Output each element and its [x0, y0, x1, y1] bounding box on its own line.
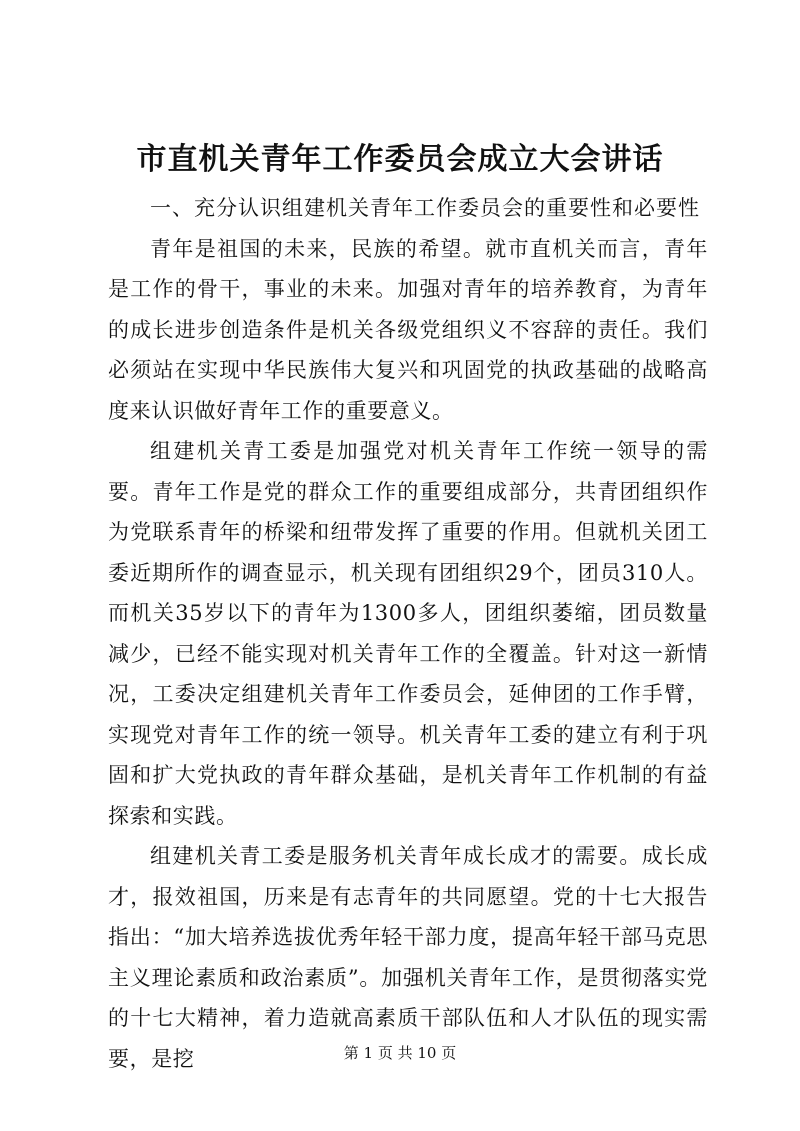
paragraph-3: 组建机关青工委是服务机关青年成长成才的需要。成长成才，报效祖国，历来是有志青年的共同愿望。党的十七大报告指出：“加大培养选拔优秀年轻干部力度，提高年轻干部马克思主义理论素质和政治素质”。加强机关青年工作，是贯彻落实党的十七大精神，着力造就高素质干部队伍和人才队伍的现实需要，是挖 [108, 844, 708, 1071]
page-number-footer: 第 1 页 共 10 页 [343, 1044, 457, 1062]
section-heading: 一、充分认识组建机关青年工作委员会的重要性和必要性 [150, 196, 700, 220]
paragraph-1: 青年是祖国的未来，民族的希望。就市直机关而言，青年是工作的骨干，事业的未来。加强对青年的培养教育，为青年的成长进步创造条件是机关各级党组织义不容辞的责任。我们必须站在实现中华民族伟大复兴和巩固党的执政基础的战略高度来认识做好青年工作的重要意义。 [108, 236, 708, 423]
paragraph-2: 组建机关青工委是加强党对机关青年工作统一领导的需要。青年工作是党的群众工作的重要组成部分，共青团组织作为党联系青年的桥梁和纽带发挥了重要的作用。但就机关团工委近期所作的调查显示，机关现有团组织29个，团员310人。而机关35岁以下的青年为1300多人，团组织萎缩，团员数量减少，已经不能实现对机关青年工作的全覆盖。针对这一新情况，工委决定组建机关青年工作委员会，延伸团的工作手臂，实现党对青年工作的统一领导。机关青年工委的建立有利于巩固和扩大党执政的青年群众基础，是机关青年工作机制的有益探索和实践。 [108, 439, 708, 828]
document-title: 市直机关青年工作委员会成立大会讲话 [136, 142, 664, 177]
document-body [108, 188, 708, 1079]
